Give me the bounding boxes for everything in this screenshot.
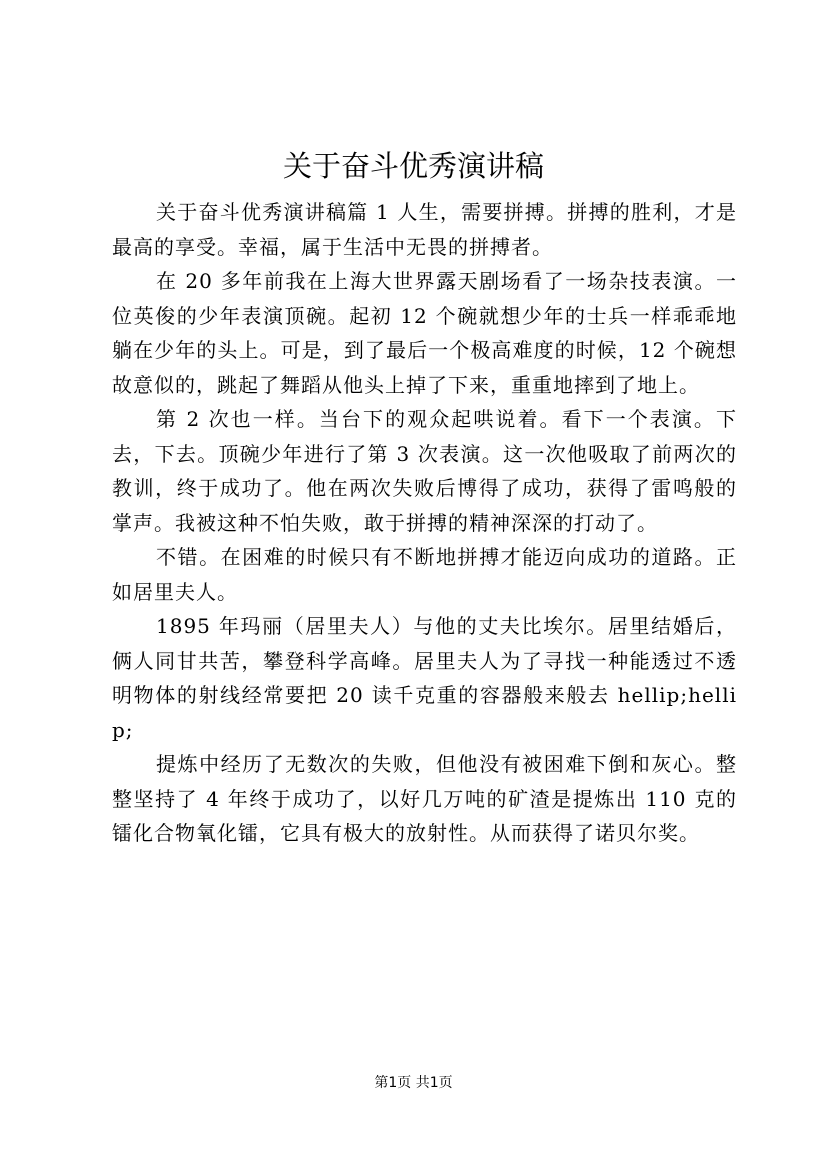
- paragraph-1: 关于奋斗优秀演讲稿篇 1 人生，需要拼搏。拼搏的胜利，才是最高的享受。幸福，属于生活中无畏的拼搏者。: [112, 200, 737, 259]
- document-title: 关于奋斗优秀演讲稿: [282, 149, 544, 183]
- document-body: [112, 195, 737, 851]
- paragraph-2: 在 20 多年前我在上海大世界露天剧场看了一场杂技表演。一位英俊的少年表演顶碗。起初 12 个碗就想少年的士兵一样乖乖地躺在少年的头上。可是，到了最后一个极高难度的时候，12 个碗想故意似的，跳起了舞蹈从他头上掉了下来，重重地摔到了地上。: [112, 269, 737, 397]
- page-footer: 第1页 共1页: [374, 1075, 453, 1091]
- paragraph-3: 第 2 次也一样。当台下的观众起哄说着。看下一个表演。下去，下去。顶碗少年进行了第 3 次表演。这一次他吸取了前两次的教训，终于成功了。他在两次失败后博得了成功，获得了雷鸣般的掌声。我被这种不怕失败，敢于拼搏的精神深深的打动了。: [112, 407, 737, 535]
- paragraph-6: 提炼中经历了无数次的失败，但他没有被困难下倒和灰心。整整坚持了 4 年终于成功了，以好几万吨的矿渣是提炼出 110 克的镭化合物氧化镭，它具有极大的放射性。从而获得了诺贝尔奖。: [112, 752, 737, 845]
- paragraph-5: 1895 年玛丽（居里夫人）与他的丈夫比埃尔。居里结婚后，俩人同甘共苦，攀登科学高峰。居里夫人为了寻找一种能透过不透明物体的射线经常要把 20 读千克重的容器般来般去 hellip;hellip;: [112, 614, 737, 742]
- paragraph-4: 不错。在困难的时候只有不断地拼搏才能迈向成功的道路。正如居里夫人。: [112, 545, 737, 604]
